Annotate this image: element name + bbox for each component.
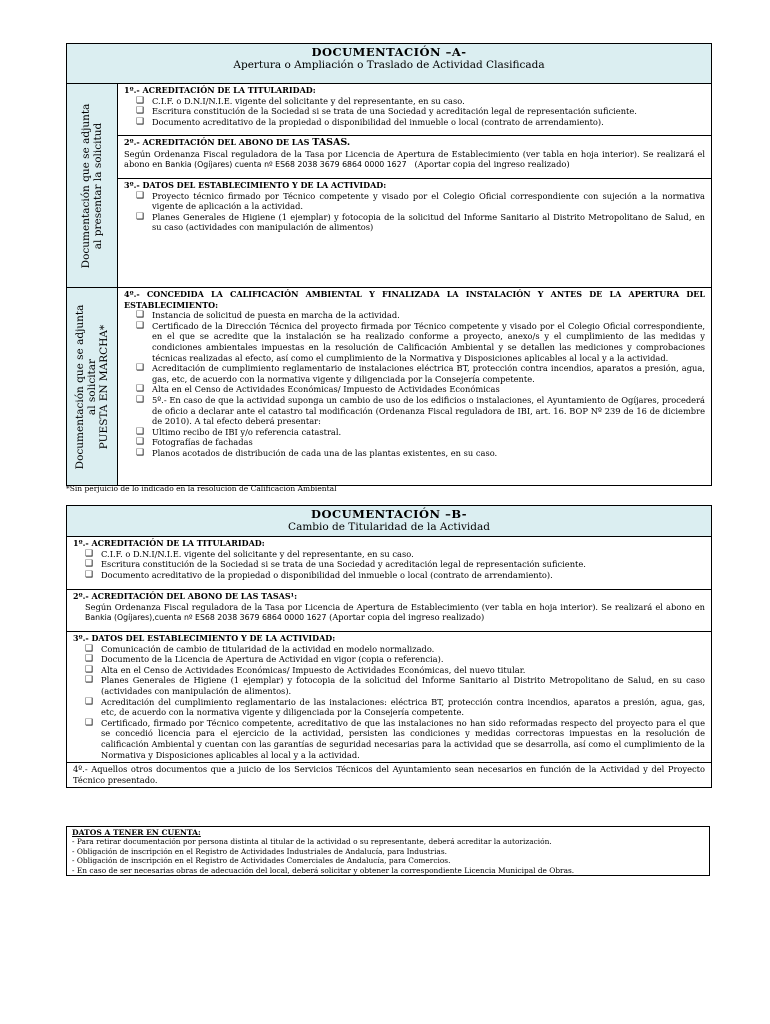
footnote: *Sin perjuicio de lo indicado en la resolución de Calificación Ambiental xyxy=(66,484,337,493)
cell-b-tasas: 2º.- ACREDITACIÓN DEL ABONO DE LAS TASAS¹: Según Ordenanza Fiscal reguladora de la Tasa por Licencia de Apertura de Establecimiento (ver tabla en hoja interior). Se realizará el abono en Bankia (Ogíjares),cuenta nº ES68 2038 3679 6864 0000 1627 (Aportar copia del ingreso realizado) xyxy=(67,589,711,631)
side-label-puesta-en-marcha: Documentación que se adjunta al solicitar PUESTA EN MARCHA* xyxy=(67,288,118,485)
documentation-b-box xyxy=(66,505,712,788)
checkbox-icon[interactable]: ❑ xyxy=(85,569,94,580)
cell-b-titularidad: 1º.- ACREDITACIÓN DE LA TITULARIDAD: ❑ C.I.F. o D.N.I/N.I.E. vigente del solicitante y del representante, en su caso. ❑ Escritura constitución de la Sociedad si se trata de una Sociedad y acreditación legal de representación suficiente. ❑ Documento acreditativo de la propiedad o disponibilidad del inmueble o local (contrato de arrendamiento). xyxy=(67,536,711,589)
note-item: - Obligación de inscripción en el Registro de Actividades Industriales de Andalucía, para Industrias. xyxy=(72,846,447,856)
cell-b-otros: 4º.- Aquellos otros documentos que a juicio de los Servicios Técnicos del Ayuntamiento sean necesarios en función de la Actividad y del Proyecto Técnico presentado. xyxy=(67,762,711,787)
section-a-title: DOCUMENTACIÓN –A- xyxy=(311,45,467,59)
note-item: - En caso de ser necesarias obras de adecuación del local, deberá solicitar y obtener la correspondiente Licencia Municipal de Obras. xyxy=(72,865,575,875)
section-a-row-application xyxy=(67,84,711,287)
checkbox-icon[interactable]: ❑ xyxy=(136,437,145,448)
checkbox-icon[interactable]: ❑ xyxy=(136,95,145,106)
checkbox-icon[interactable]: ❑ xyxy=(85,675,94,686)
cell-a-titularidad: 1º.- ACREDITACIÓN DE LA TITULARIDAD: ❑ C.I.F. o D.N.I/N.I.E. vigente del solicitante y del representante, en su caso. ❑ Escritura constitución de la Sociedad si se trata de una Sociedad y acreditación legal de representación suficiente. ❑ Documento acreditativo de la propiedad o disponibilidad del inmueble o local (contrato de arrendamiento). xyxy=(118,84,711,136)
checkbox-icon[interactable]: ❑ xyxy=(136,211,145,222)
cell-a-puesta-en-marcha: 4º.- CONCEDIDA LA CALIFICACIÓN AMBIENTAL Y FINALIZADA LA INSTALACIÓN Y ANTES DE LA APERTURA DEL ESTABLECIMIENTO: ❑ Instancia de solicitud de puesta en marcha de la actividad. ❑ Certificado de la Dirección Técnica del proyecto firmada por Técnico competente y visado por el Colegio Oficial correspondiente, en el que se acredite que la instalación se ha realizado conforme a proyecto, anexo/s y el cumplimiento de las medidas y condiciones ambientales impuestas en la resolución de Calificación Ambiental y se detallen las mediciones y comprobaciones técnicas realizadas al efecto, así como el cumplimiento de la Normativa y Disposiciones aplicables al local y a la actividad. ❑ Acreditación de cumplimiento reglamentario de instalaciones eléctrica BT, protección contra incendios, aparatos a presión, agua, gas, etc, de acuerdo con la normativa vigente y diligenciada por la Consejería competente. ❑ Alta en el Censo de Actividades Económicas/ Impuesto de Actividades Económicas ❑ 5º.- En caso de que la actividad suponga un cambio de uso de los edificios o instalaciones, el Ayuntamiento de Ogíjares, procederá de oficio a declarar ante el catastro tal modificación (Ordenanza Fiscal reguladora de IBI, art. 16. BOP Nº 239 de 16 de diciembre de 2010). A tal efecto deberá presentar: ❑ Ultimo recibo de IBI y/o referencia catastral. ❑ Fotografías de fachadas ❑ Planos acotados de distribución de cada una de las plantas existentes, en su caso. xyxy=(124,289,705,458)
checkbox-icon[interactable]: ❑ xyxy=(136,106,145,117)
checkbox-icon[interactable]: ❑ xyxy=(85,717,94,728)
checkbox-icon[interactable]: ❑ xyxy=(136,310,145,321)
section-b-subtitle: Cambio de Titularidad de la Actividad xyxy=(288,521,490,533)
checkbox-icon[interactable]: ❑ xyxy=(85,654,94,665)
note-item: - Obligación de inscripción en el Registro de Actividades Comerciales de Andalucía, para Comercios. xyxy=(72,856,451,866)
section-a-row-puesta-en-marcha xyxy=(67,287,711,485)
checkbox-icon[interactable]: ❑ xyxy=(85,664,94,675)
checkbox-icon[interactable]: ❑ xyxy=(85,696,94,707)
checkbox-icon[interactable]: ❑ xyxy=(136,384,145,395)
note-item: - Para retirar documentación por persona distinta al titular de la actividad o su representante, deberá acreditar la autorización. xyxy=(72,837,552,847)
checkbox-icon[interactable]: ❑ xyxy=(136,447,145,458)
checkbox-icon[interactable]: ❑ xyxy=(85,643,94,654)
checkbox-icon[interactable]: ❑ xyxy=(136,394,145,405)
section-a-subtitle: Apertura o Ampliación o Traslado de Actividad Clasificada xyxy=(233,59,545,71)
section-b-title: DOCUMENTACIÓN –B- xyxy=(310,507,468,521)
checkbox-icon[interactable]: ❑ xyxy=(85,559,94,570)
cell-a-tasas: 2º.- ACREDITACIÓN DEL ABONO DE LAS TASAS. Según Ordenanza Fiscal reguladora de la Tasa por Licencia de Apertura de Establecimiento (ver tabla en hoja interior). Se realizará el abono en Bankia (Ogíjares) cuenta nº ES68 2038 3679 6864 0000 1627 (Aportar copia del ingreso realizado) xyxy=(118,136,711,179)
section-b-header xyxy=(67,506,711,536)
notes-title: DATOS A TENER EN CUENTA: xyxy=(72,828,201,837)
cell-b-datos: 3º.- DATOS DEL ESTABLECIMIENTO Y DE LA ACTIVIDAD: ❑ Comunicación de cambio de titularidad de la actividad en modelo normalizado. ❑ Documento de la Licencia de Apertura de Actividad en vigor (copia o referencia). ❑ Alta en el Censo de Actividades Económicas/ Impuesto de Actividades Económicas, del nuevo titular. ❑ Planes Generales de Higiene (1 ejemplar) y fotocopia de la solicitud del Informe Sanitario al Distrito Metropolitano de Salud, en su caso (actividades con manipulación de alimentos). ❑ Acreditación del cumplimiento reglamentario de las instalaciones: eléctrica BT, protección contra incendios, aparatos a presión, agua, gas, etc, de acuerdo con la normativa vigente y diligenciada por la Consejería competente. ❑ Certificado, firmado por Técnico competente, acreditativo de que las instalaciones no han sido reformadas respecto del proyecto para el que se concedió licencia para el ejercicio de la actividad, persisten las condiciones y medidas correctoras impuestas en la resolución de calificación Ambiental y cuentan con las garantías de seguridad necesarias para la actividad que se desarrolla, así como el cumplimiento de la Normativa y Disposiciones aplicables al local y a la actividad. xyxy=(67,631,711,762)
checkbox-icon[interactable]: ❑ xyxy=(85,548,94,559)
side-label-application: Documentación que se adjunta al presentar la solicitud xyxy=(67,84,118,287)
checkbox-icon[interactable]: ❑ xyxy=(136,363,145,374)
checkbox-icon[interactable]: ❑ xyxy=(136,320,145,331)
checkbox-icon[interactable]: ❑ xyxy=(136,426,145,437)
section-a-header xyxy=(67,44,711,84)
checkbox-icon[interactable]: ❑ xyxy=(136,190,145,201)
checkbox-icon[interactable]: ❑ xyxy=(136,116,145,127)
cell-a-datos: 3º.- DATOS DEL ESTABLECIMIENTO Y DE LA ACTIVIDAD: ❑ Proyecto técnico firmado por Técnico competente y visado por el Colegio Oficial correspondiente con sujeción a la normativa vigente de aplicación a la actividad. ❑ Planes Generales de Higiene (1 ejemplar) y fotocopia de la solicitud del Informe Sanitario al Distrito Metropolitano de Salud, en su caso (actividades con manipulación de alimentos) xyxy=(124,180,705,233)
documentation-a-box xyxy=(66,43,712,486)
notes-box xyxy=(66,826,710,876)
